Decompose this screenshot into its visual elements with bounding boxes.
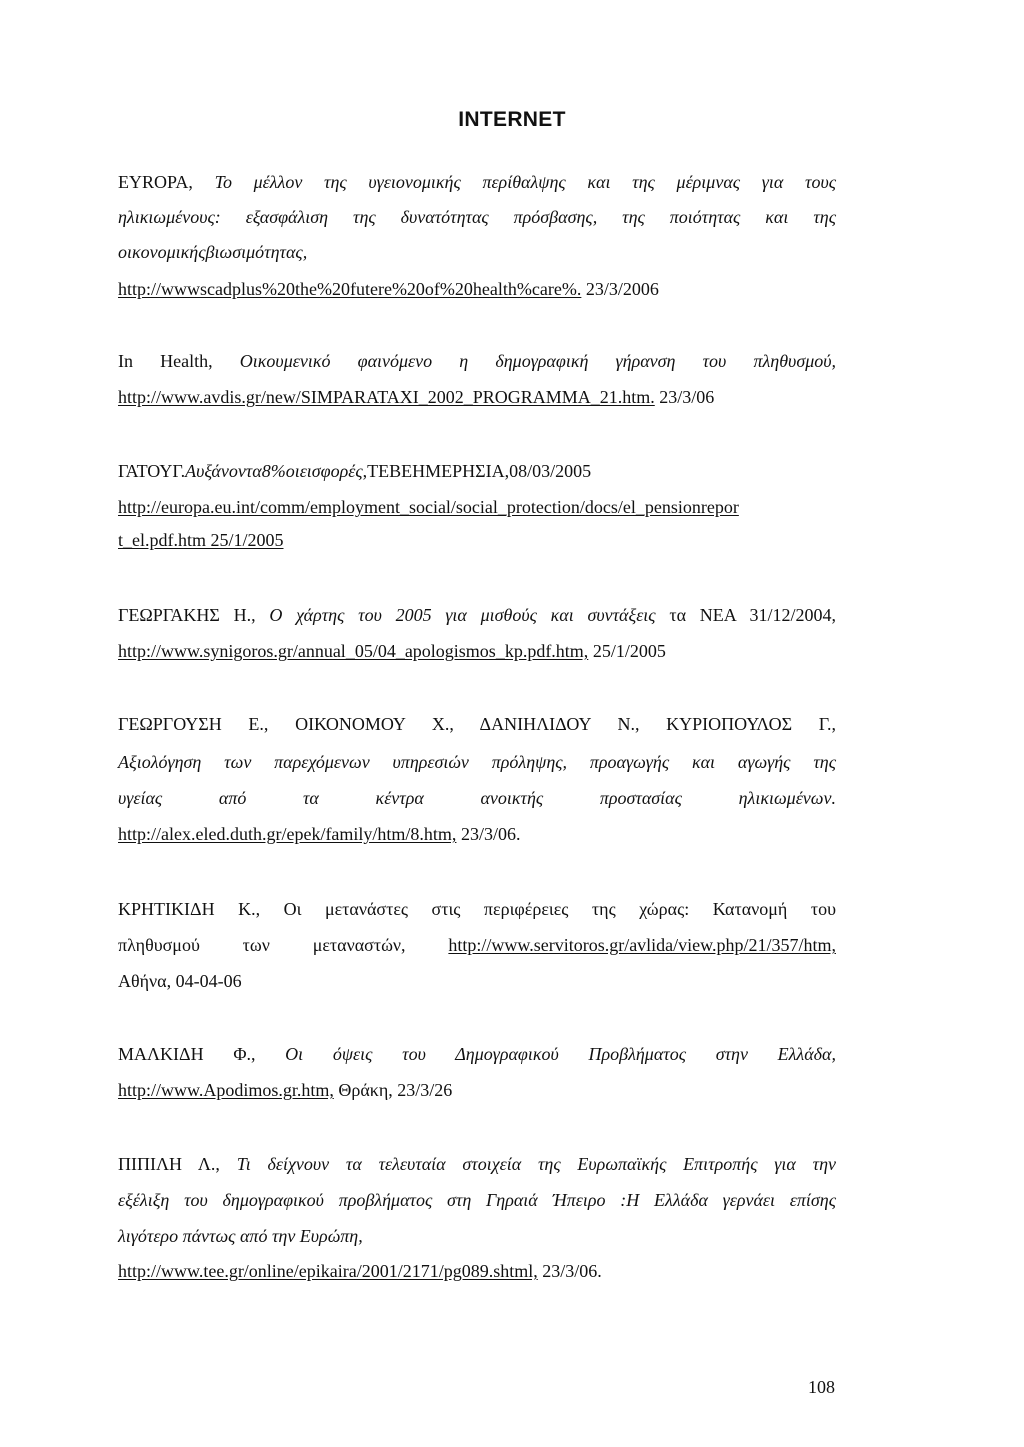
reference-8-line-1 [118, 1152, 836, 1176]
reference-6-line-2 [118, 933, 836, 957]
reference-author: ΚΡΗΤΙΚΙΔΗ Κ., [118, 899, 284, 919]
reference-author: ΜΑΛΚΙΔΗ Φ., [118, 1044, 286, 1064]
reference-date: 25/1/2005 [588, 641, 666, 661]
reference-4-line-1 [118, 603, 836, 627]
reference-title: Το μέλλον της υγειονομικής περίθαλψης και της μέριμνας για τους [214, 172, 837, 192]
reference-author: ΠΙΠΙΛΗ Λ., [118, 1154, 237, 1174]
reference-5-line-1 [118, 712, 836, 736]
reference-1-line-1 [118, 170, 836, 194]
reference-2-line-1 [118, 349, 836, 373]
reference-8-line-3 [118, 1224, 836, 1248]
reference-date: 23/3/2006 [581, 279, 659, 299]
reference-3-line-3 [118, 528, 836, 552]
page-title: INTERNET [458, 108, 566, 131]
reference-title: Ο χάρτης του 2005 για μισθούς και συντάξεις [269, 605, 656, 625]
reference-title: Οικουμενικό φαινόμενο η δημογραφική γήρανση του πληθυσμού, [239, 351, 836, 371]
reference-source: τα ΝΕΑ 31/12/2004, [655, 605, 836, 625]
reference-6-line-3 [118, 969, 836, 993]
reference-7-line-2 [118, 1078, 836, 1102]
reference-6-line-1 [118, 897, 836, 921]
reference-date: Αθήνα, 04-04-06 [118, 971, 242, 991]
reference-link[interactable]: http://wwwscadplus%20the%20futere%20of%20health%care%. [118, 279, 582, 299]
reference-title: Τι δείχνουν τα τελευταία στοιχεία της Ευρωπαϊκής Επιτροπής για την [236, 1154, 836, 1174]
reference-title: Αξιολόγηση των παρεχόμενων υπηρεσιών πρόληψης, προαγωγής και αγωγής της [118, 752, 836, 772]
reference-5-line-4 [118, 822, 836, 846]
reference-7-line-1 [118, 1042, 836, 1066]
reference-link[interactable]: http://www.Apodimos.gr.htm, [118, 1080, 334, 1100]
reference-author: ΓΕΩΡΓΑΚΗΣ Η., [118, 605, 270, 625]
reference-title: Οι μετανάστες στις περιφέρειες της χώρας: Κατανομή του [283, 899, 836, 919]
reference-title: εξέλιξη του δημογραφικού προβλήματος στη Γηραιά Ήπειρο :Η Ελλάδα γερνάει επίσης [118, 1190, 836, 1210]
reference-author: ΓΕΩΡΓΟΥΣΗ Ε., ΟΙΚΟΝΟΜΟΥ Χ., ΔΑΝΙΗΛΙΔΟΥ Ν., ΚΥΡΙΟΠΟΥΛΟΣ Γ., [118, 714, 836, 734]
reference-2-line-2 [118, 385, 836, 409]
reference-title: Οι όψεις του Δημογραφικού Προβλήματος στην Ελλάδα, [285, 1044, 836, 1064]
page-number: 108 [808, 1377, 835, 1397]
reference-link[interactable]: http://europa.eu.int/comm/employment_social/social_protection/docs/el_pensionrepor [118, 497, 739, 517]
reference-1-line-3 [118, 240, 836, 264]
reference-title: υγείας από τα κέντρα ανοικτής προστασίας ηλικιωμένων. [118, 788, 836, 808]
reference-date: 23/3/06. [456, 824, 521, 844]
reference-1-line-2 [118, 205, 836, 229]
reference-title: ηλικιωμένους: εξασφάλιση της δυνατότητας πρόσβασης, της ποιότητας και της [118, 207, 836, 227]
reference-author: EYROPA, [118, 172, 215, 192]
reference-date: 23/3/06 [654, 387, 715, 407]
reference-5-line-2 [118, 750, 836, 774]
reference-author: ΓΑΤΟΥΓ. [118, 461, 186, 481]
reference-link[interactable]: http://www.servitoros.gr/avlida/view.php/21/357/htm, [448, 935, 836, 955]
reference-title: οικονομικήςβιωσιμότητας, [118, 242, 308, 262]
reference-3-line-1 [118, 459, 836, 483]
reference-date: Θράκη, 23/3/26 [333, 1080, 453, 1100]
reference-title: πληθυσμού των μεταναστών, [118, 935, 449, 955]
reference-link[interactable]: http://alex.eled.duth.gr/epek/family/htm/8.htm, [118, 824, 457, 844]
reference-date: 23/3/06. [537, 1261, 602, 1281]
reference-author: In Health, [118, 351, 240, 371]
reference-link[interactable]: t_el.pdf.htm 25/1/2005 [118, 530, 284, 550]
reference-title: λιγότερο πάντως από την Ευρώπη, [118, 1226, 363, 1246]
reference-source: ,ΤΕΒΕΗΜΕΡΗΣΙΑ,08/03/2005 [362, 461, 592, 481]
reference-1-line-4 [118, 277, 836, 301]
reference-4-line-2 [118, 639, 836, 663]
reference-link[interactable]: http://www.tee.gr/online/epikaira/2001/2171/pg089.shtml, [118, 1261, 538, 1281]
reference-3-line-2 [118, 495, 836, 519]
reference-link[interactable]: http://www.avdis.gr/new/SIMPARATAXI_2002_PROGRAMMA_21.htm. [118, 387, 655, 407]
reference-link[interactable]: http://www.synigoros.gr/annual_05/04_apologismos_kp.pdf.htm, [118, 641, 589, 661]
reference-8-line-4 [118, 1259, 836, 1283]
reference-title: Αυξάνοντα8%οιεισφορές [185, 461, 363, 481]
reference-8-line-2 [118, 1188, 836, 1212]
reference-5-line-3 [118, 786, 836, 810]
